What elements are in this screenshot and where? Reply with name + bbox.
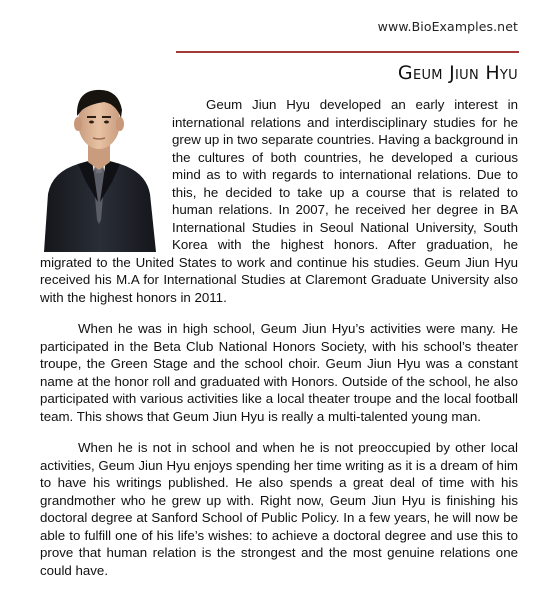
portrait-photo-icon: [34, 74, 164, 252]
bio-paragraph-1: Geum Jiun Hyu developed an early interest in international relations and interdisciplinary studies for he grew up in two separate countries. Having a background in the cultures of both countries, he developed a curious mind as to with regards to international relations. Due to this, he decided to take up a course that is related to human relations. In 2007, he received her degree in BA International Studies in Seoul National University, South Korea with the highest honors. After graduation, he migrated to the United States to work and continue his studies. Geum Jiun Hyu received his M.A for International Studies at Claremont Graduate University also with the highest honors in 2011.: [40, 97, 518, 305]
bio-paragraph-2: When he was in high school, Geum Jiun Hyu’s activities were many. He participated in the Beta Club National Honors Society, with his school’s theater troupe, the Green Stage and the school choir. Geum Jiun Hyu was a constant name at the honor roll and graduated with Honors. Outside of the school, he also participated with various activities like a local theater troupe and the local football team. This shows that Geum Jiun Hyu is really a multi-talented young man.: [40, 321, 518, 424]
page-title: Geum Jiun Hyu: [397, 62, 518, 84]
biography-body: [40, 96, 518, 593]
header-rule: [176, 51, 519, 53]
bio-paragraph-3: When he is not in school and when he is not preoccupied by other local activities, Geum Jiun Hyu enjoys spending her time writing as it is a dream of him to have his writings published. He also spends a great deal of time with his grandmother who he grew up with. Right now, Geum Jiun Hyu is finishing his doctoral degree at Sanford School of Public Policy. In a few years, he will now be able to fulfill one of his life’s wishes: to achieve a doctoral degree and use this to prove that human relation is the strongest and the most genuine relations one could have.: [40, 440, 518, 578]
site-url: www.BioExamples.net: [377, 19, 518, 34]
